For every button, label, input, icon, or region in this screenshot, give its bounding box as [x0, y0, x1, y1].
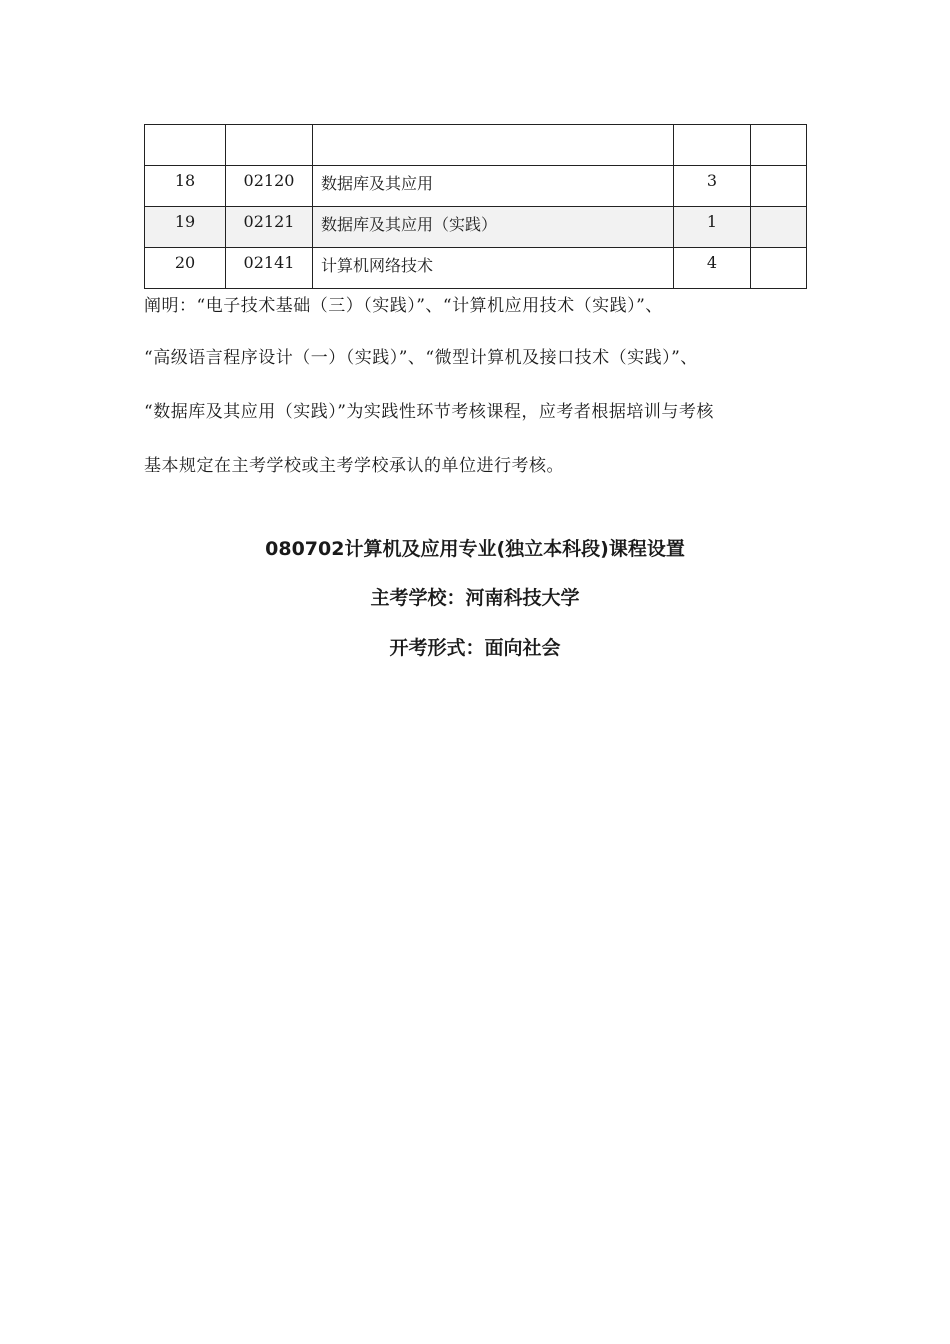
- program-title: 080702计算机及应用专业(独立本科段)课程设置: [265, 538, 685, 560]
- note-line: “高级语言程序设计（一）（实践）”、“微型计算机及接口技术（实践）”、: [144, 348, 698, 368]
- course-note-cell: [751, 207, 807, 248]
- table-row: [145, 166, 807, 207]
- table-row: [145, 207, 807, 248]
- note-line: “数据库及其应用（实践）”为实践性环节考核课程，应考者根据培训与考核: [144, 402, 714, 422]
- course-name-cell: [313, 125, 674, 166]
- course-table: [144, 124, 807, 289]
- course-number-cell: 18: [145, 166, 226, 207]
- course-note-cell: [751, 248, 807, 289]
- course-credit-cell: 3: [674, 166, 751, 207]
- table-row: [145, 248, 807, 289]
- course-credit-cell: 4: [674, 248, 751, 289]
- course-name-cell: 数据库及其应用（实践）: [313, 207, 674, 248]
- note-line: 基本规定在主考学校或主考学校承认的单位进行考核。: [144, 456, 564, 476]
- exam-mode: 开考形式：面向社会: [389, 637, 561, 659]
- course-credit-cell: 1: [674, 207, 751, 248]
- course-number-cell: [145, 125, 226, 166]
- course-name-cell: 计算机网络技术: [313, 248, 674, 289]
- course-number-cell: 19: [145, 207, 226, 248]
- note-line: 阐明：“电子技术基础（三）（实践）”、“计算机应用技术（实践）”、: [144, 296, 663, 316]
- host-school: 主考学校：河南科技大学: [370, 587, 580, 609]
- course-code-cell: 02121: [226, 207, 313, 248]
- table-row: [145, 125, 807, 166]
- course-note-cell: [751, 125, 807, 166]
- course-code-cell: 02141: [226, 248, 313, 289]
- course-code-cell: 02120: [226, 166, 313, 207]
- course-note-cell: [751, 166, 807, 207]
- course-code-cell: [226, 125, 313, 166]
- course-name-cell: 数据库及其应用: [313, 166, 674, 207]
- course-credit-cell: [674, 125, 751, 166]
- course-number-cell: 20: [145, 248, 226, 289]
